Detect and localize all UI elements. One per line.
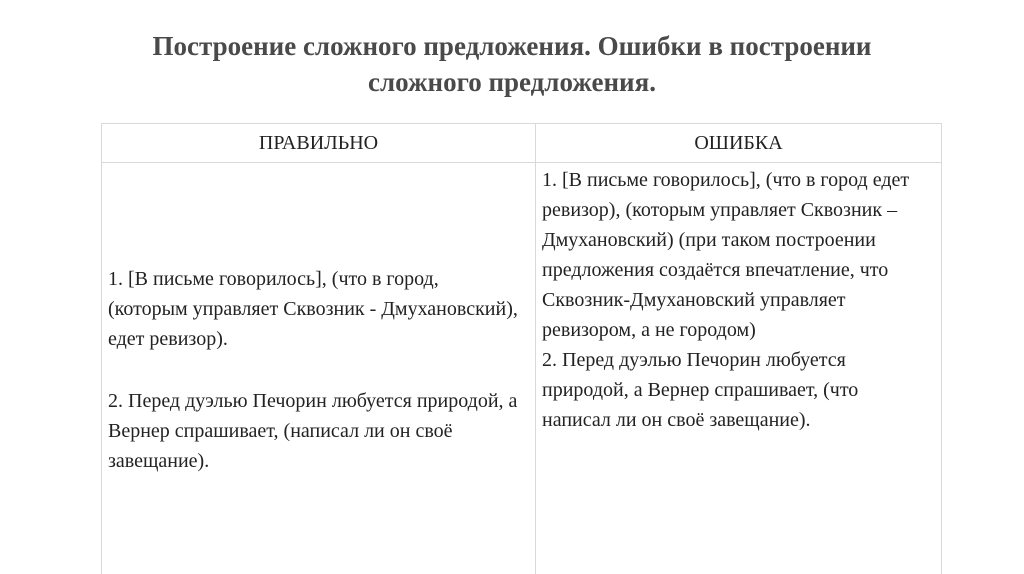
error-example-2: 2. Перед дуэлью Печорин любуется природой, а Вернер спрашивает, (что написал ли он своё завещание). [542,349,859,431]
header-correct: ПРАВИЛЬНО [102,124,536,163]
slide-title-line-1: Построение сложного предложения. Ошибки в построении [152,31,872,61]
correct-example-2: 2. Перед дуэлью Печорин любуется природой, а Вернер спрашивает, (написал ли он своё завещание). [108,390,518,472]
error-example-1: 1. [В письме говорилось], (что в город едет ревизор), (которым управляет Сквозник – Дмухановский) (при таком построении предложения создаётся впечатление, что Сквозник-Дмухановский управляет ревизором, а не городом) [542,169,910,341]
header-error: ОШИБКА [536,124,942,163]
paragraph-gap [108,354,521,386]
slide-title [60,28,964,100]
table-header-row [102,124,942,163]
correct-examples-cell [102,163,536,574]
table-row [102,163,942,574]
comparison-table [101,123,942,574]
slide-title-line-2: сложного предложения. [368,67,656,97]
correct-example-1: 1. [В письме говорилось], (что в город, (которым управляет Сквозник - Дмухановский), едет ревизор). [108,268,518,350]
error-examples-cell [536,163,942,574]
